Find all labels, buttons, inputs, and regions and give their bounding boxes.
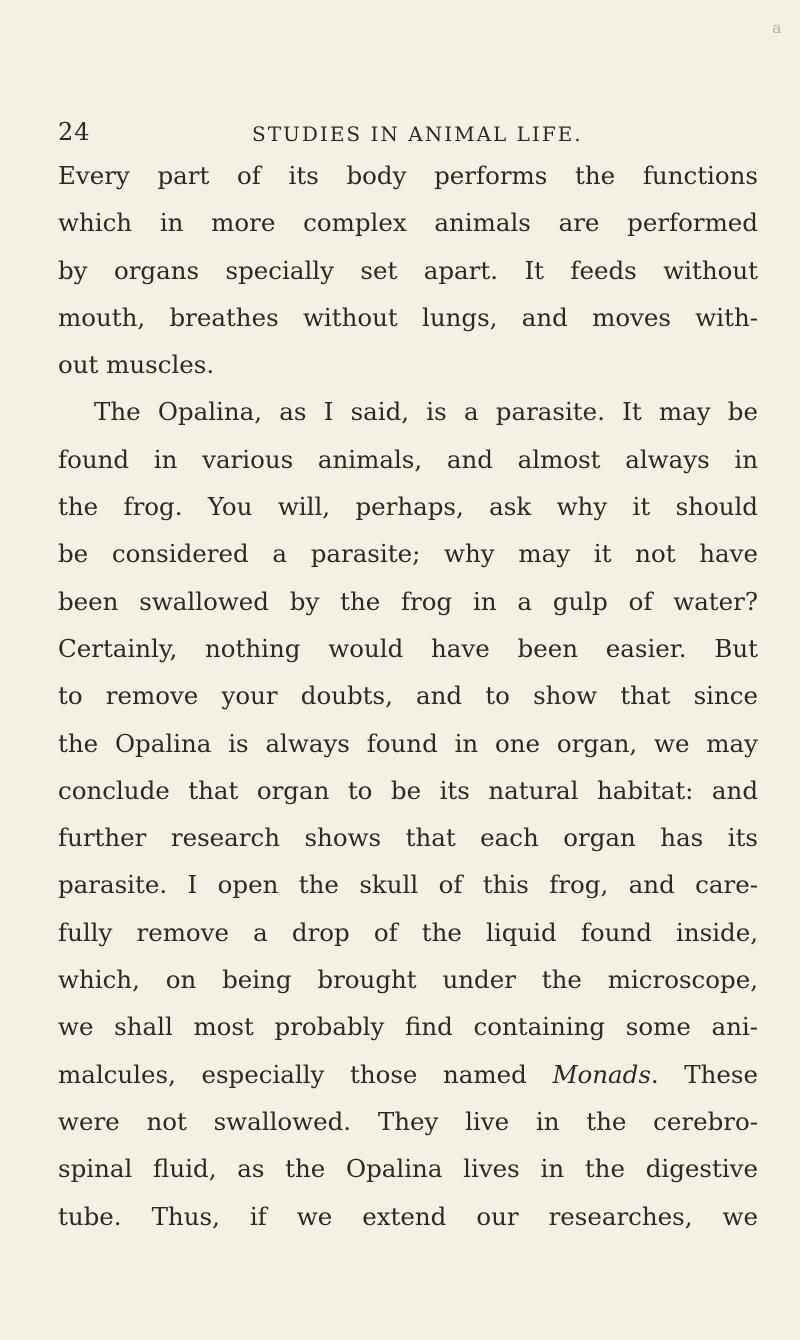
text-line: fully remove a drop of the liquid found inside, [58,917,758,947]
text-line: which, on being brought under the microscope, [58,965,758,995]
text-line: to remove your doubts, and to show that since [58,681,758,711]
text-line: tube. Thus, if we extend our researches, we [58,1201,758,1231]
corner-mark: a [772,18,782,37]
text-line: out muscles. [58,350,215,380]
text-line: spinal fluid, as the Opalina lives in the digestive [58,1154,758,1184]
running-title: STUDIES IN ANIMAL LIFE. [252,122,583,146]
text-line: been swallowed by the frog in a gulp of water? [58,586,758,616]
text-fragment: . These [650,1059,758,1089]
text-line: which in more complex animals are performed [58,208,758,238]
text-line: be considered a parasite; why may it not have [58,539,758,569]
text-line: Certainly, nothing would have been easier. But [58,633,758,663]
text-line: mouth, breathes without lungs, and moves with- [58,302,758,332]
body-text [58,152,758,1240]
text-line: the frog. You will, perhaps, ask why it should [58,492,758,522]
text-line: we shall most probably find containing some ani- [58,1012,758,1042]
text-fragment: malcules, especially those named [58,1059,553,1089]
text-line: further research shows that each organ has its [58,823,758,853]
text-line: parasite. I open the skull of this frog, and care- [58,870,758,900]
text-line: were not swallowed. They live in the cerebro- [58,1106,758,1136]
paragraph-start-line: The Opalina, as I said, is a parasite. It may be [94,397,758,427]
running-head [58,118,758,148]
text-line: by organs specially set apart. It feeds without [58,255,758,285]
text-line: conclude that organ to be its natural habitat: and [58,775,758,805]
text-line: Every part of its body performs the functions [58,161,758,190]
page-number: 24 [58,118,91,146]
text-line: the Opalina is always found in one organ, we may [58,728,758,758]
text-line: found in various animals, and almost always in [58,444,758,474]
italic-term: Monads [552,1059,651,1089]
text-line [58,1051,758,1098]
